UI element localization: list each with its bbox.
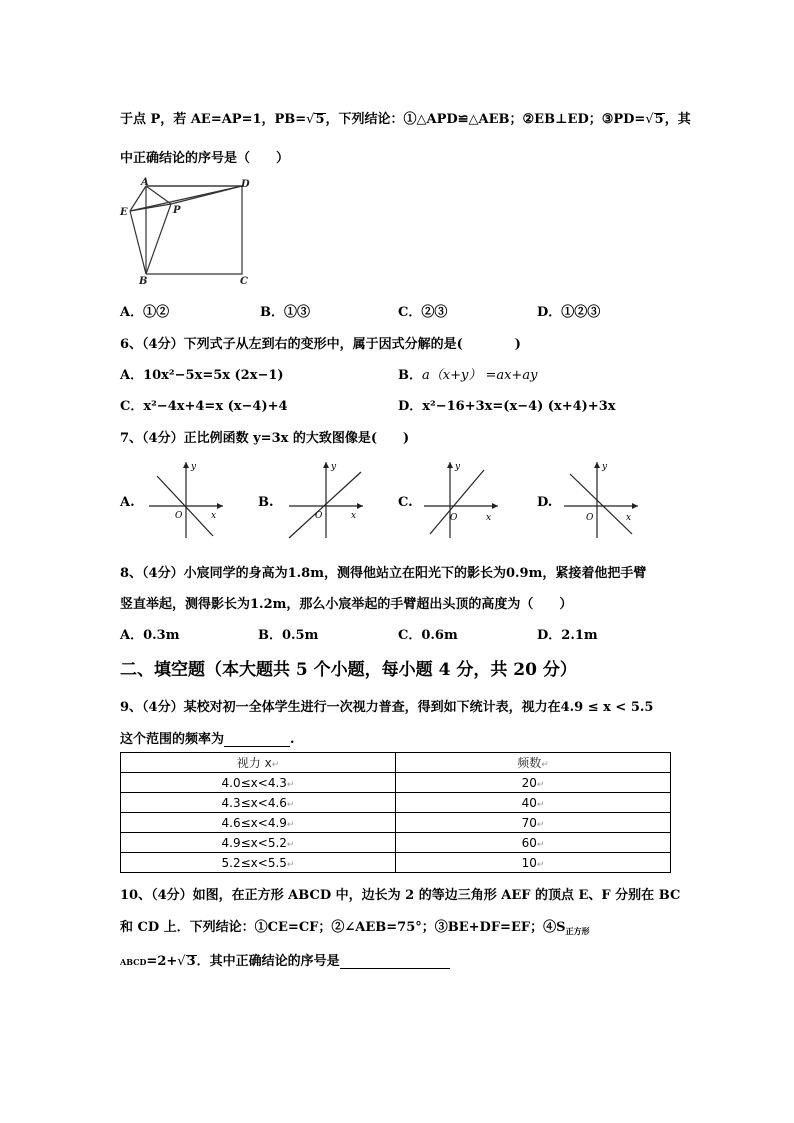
q5-option-c[interactable]: C．②③ [398,305,448,320]
q7-stem: 7、（4分）正比例函数 y=3x 的大致图像是( ) [120,431,410,446]
axis-x-label: x [211,511,217,521]
label-B: B [139,276,148,287]
q6-option-b-text: a（x+y） =ax+ay [422,368,538,383]
header-vision: 视力 x↵ [121,753,396,773]
q10-subscript-2: ABCD [120,957,147,967]
cell-count: 70↵ [396,813,671,833]
q6-option-c[interactable] [120,395,288,414]
table-row [121,813,671,833]
q8-option-c[interactable]: C．0.6m [398,628,458,643]
q5-text-c: ，其 [664,112,691,127]
q6-option-b[interactable] [398,364,537,383]
q5-stem-line1 [120,108,691,127]
cell-range: 4.9≤x<5.2↵ [121,833,396,853]
origin-label: O [175,511,183,521]
q9-stem-line1: 9、（4分）某校对初一全体学生进行一次视力普查，得到如下统计表，视力在4.9 ≤ x < 5.5 [120,700,654,715]
q8-option-d[interactable]: D．2.1m [537,628,598,643]
q8-stem-line1: 8、（4分）小宸同学的身高为1.8m，测得他站立在阳光下的影长为0.9m，紧接着他把手臂 [120,566,647,581]
q6-option-a-letter: A． [120,368,144,383]
q6-option-d-letter: D． [398,399,423,414]
q8-stem-line2: 竖直举起，测得影长为1.2m，那么小宸举起的手臂超出头顶的高度为（ ） [120,597,573,612]
axis-y-label: y [191,462,197,472]
section-heading: 二、填空题（本大题共 5 个小题，每小题 4 分，共 20 分） [120,660,577,680]
axis-x-label: x [626,513,632,523]
label-D: D [241,179,250,190]
table-row [121,793,671,813]
axis-y-label: y [602,462,608,472]
q7-option-a-label[interactable]: A. [120,495,135,510]
q6-option-d[interactable] [398,395,616,414]
q10-stem-line2 [120,916,589,937]
axis-y-label: y [455,462,461,472]
sqrt-icon: √ [306,112,315,127]
origin-label: O [586,513,594,523]
vision-stats-table [120,752,671,873]
q10-stem-line1: 10、（4分）如图，在正方形 ABCD 中，边长为 2 的等边三角形 AEF 的顶点 E、F 分别在 BC [120,888,681,903]
q6-option-b-letter: B． [398,368,422,383]
table-header-row [121,753,671,773]
q10-text-c: ．其中正确结论的序号是 [196,954,340,969]
q5-option-d[interactable]: D．①②③ [537,305,601,320]
cell-count: 10↵ [396,853,671,873]
axis-x-label: x [351,511,357,521]
q5-text-a: 于点 P，若 AE=AP=1，PB= [120,112,307,127]
q9-stem-line2 [120,728,295,747]
q10-subscript-1: 正方形 [565,926,590,936]
q5-text-b: ，下列结论：①△APD≌△AEB；②EB⊥ED；③PD= [325,112,646,127]
q9-period: . [290,732,295,747]
q5-option-b[interactable]: B．①③ [260,305,310,320]
q8-option-b[interactable]: B．0.5m [258,628,319,643]
q9-text: 这个范围的频率为 [120,732,225,747]
q5-radicand-1: 5 [315,112,325,127]
q5-radicand-2: 5 [654,112,664,127]
q5-option-a[interactable]: A．①② [120,305,170,320]
q7-graph-c[interactable] [420,458,502,540]
cell-range: 5.2≤x<5.5↵ [121,853,396,873]
q6-option-c-text: x²−4x+4=x (x−4)+4 [143,399,288,414]
sqrt-icon: √ [645,112,654,127]
table-row [121,773,671,793]
label-A: A [141,177,149,188]
table-row [121,853,671,873]
cell-range: 4.3≤x<4.6↵ [121,793,396,813]
cell-count: 60↵ [396,833,671,853]
label-P: P [173,205,181,216]
q10-text-b: =2+ [146,954,178,969]
q6-option-a[interactable] [120,364,284,383]
q6-option-a-text: 10x²−5x=5x (2x−1) [143,368,284,383]
origin-label: O [450,513,458,523]
header-frequency: 频数↵ [396,753,671,773]
q10-answer-blank[interactable] [340,954,450,969]
sqrt-icon: √ [177,954,186,969]
q7-graph-a[interactable] [145,458,227,540]
q9-answer-blank[interactable] [224,732,290,747]
q7-graph-d[interactable] [560,458,642,540]
q7-option-d-label[interactable]: D. [537,495,553,510]
q6-option-c-letter: C． [120,399,144,414]
q5-square-figure [116,176,256,288]
label-E: E [120,207,128,218]
cell-count: 40↵ [396,793,671,813]
q10-text-a: 和 CD 上．下列结论：①CE=CF；②∠AEB=75°；③BE+DF=EF；④S [120,920,566,935]
origin-label: O [315,511,323,521]
q7-option-c-label[interactable]: C. [398,495,413,510]
q8-option-a[interactable]: A．0.3m [120,628,180,643]
q6-option-d-text: x²−16+3x=(x−4) (x+4)+3x [422,399,616,414]
q5-stem-line2: 中正确结论的序号是（ ） [120,151,290,166]
cell-range: 4.6≤x<4.9↵ [121,813,396,833]
q10-radicand: 3 [186,954,196,969]
cell-range: 4.0≤x<4.3↵ [121,773,396,793]
label-C: C [240,276,248,287]
axis-y-label: y [331,462,337,472]
q10-stem-line3 [120,950,450,969]
q6-stem: 6、（4分）下列式子从左到右的变形中，属于因式分解的是( ) [120,337,521,352]
table-row [121,833,671,853]
q7-graph-b[interactable] [285,458,367,540]
q7-option-b-label[interactable]: B. [258,495,274,510]
cell-count: 20↵ [396,773,671,793]
axis-x-label: x [486,513,492,523]
